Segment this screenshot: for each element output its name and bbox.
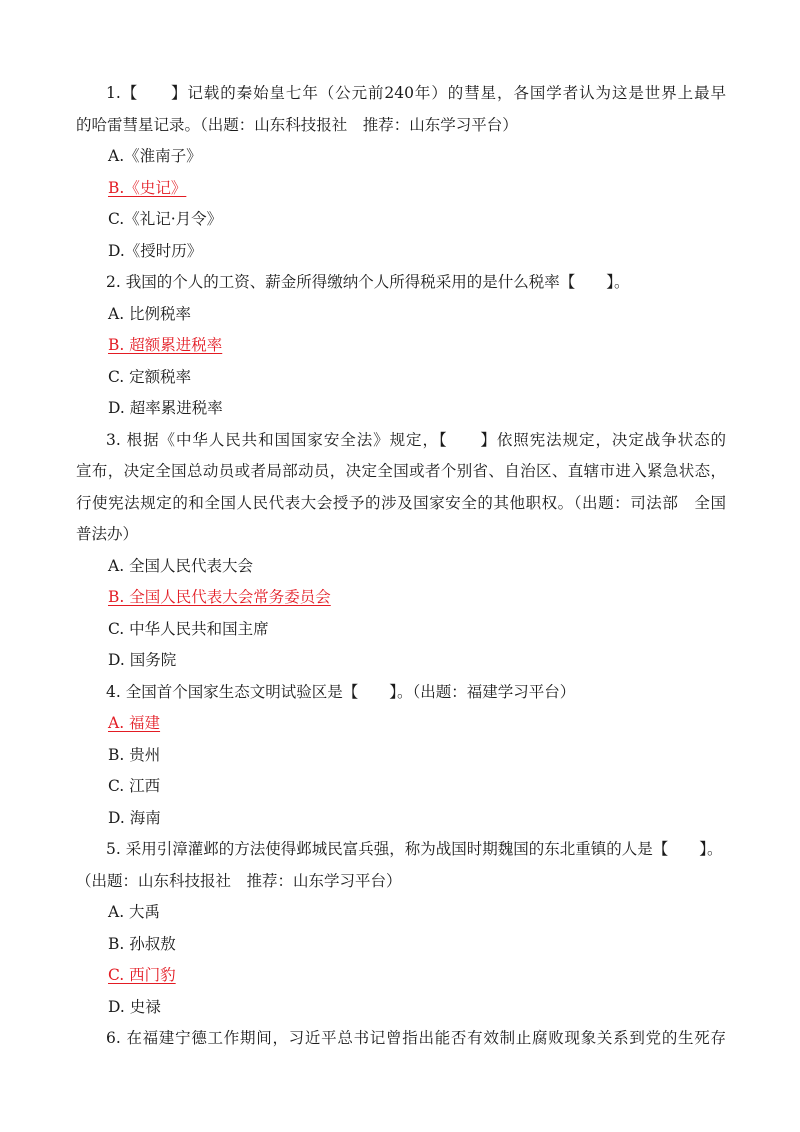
line-text: A. 比例税率 bbox=[108, 304, 192, 323]
correct-answer-option bbox=[76, 708, 726, 740]
line-text: 宣布，决定全国总动员或者局部动员，决定全国或者个别省、自治区、直辖市进入紧急状态， bbox=[76, 462, 726, 480]
line-text: B. 全国人民代表大会常务委员会 bbox=[108, 588, 331, 606]
answer-option bbox=[76, 393, 726, 425]
answer-option bbox=[76, 929, 726, 961]
line-text: C. 江西 bbox=[108, 777, 161, 795]
question-line bbox=[76, 267, 726, 299]
line-text: D. 海南 bbox=[108, 808, 161, 827]
question-continuation bbox=[76, 110, 726, 142]
question-line bbox=[76, 78, 726, 110]
line-text: 4. 全国首个国家生态文明试验区是【 】。（出题：福建学习平台） bbox=[106, 682, 576, 701]
line-text: C. 西门豹 bbox=[108, 966, 176, 984]
answer-option bbox=[76, 614, 726, 646]
correct-answer-option bbox=[76, 330, 726, 362]
correct-answer-option bbox=[76, 582, 726, 614]
line-text: C. 定额税率 bbox=[108, 367, 192, 386]
line-text: 3. 根据《中华人民共和国国家安全法》规定，【 】依照宪法规定，决定战争状态的 bbox=[106, 430, 726, 449]
line-text: （出题：山东科技报社 推荐：山东学习平台） bbox=[76, 871, 402, 890]
quiz-content bbox=[76, 78, 726, 1055]
line-text: 6. 在福建宁德工作期间，习近平总书记曾指出能否有效制止腐败现象关系到党的生死存 bbox=[106, 1029, 726, 1047]
line-text: D. 超率累进税率 bbox=[108, 399, 223, 417]
line-text: A. 全国人民代表大会 bbox=[108, 556, 254, 575]
question-line bbox=[76, 677, 726, 709]
line-text: A. 大禹 bbox=[108, 903, 161, 921]
line-text: 行使宪法规定的和全国人民代表大会授予的涉及国家安全的其他职权。（出题：司法部 全国 bbox=[76, 493, 726, 512]
line-text: D. 史禄 bbox=[108, 997, 161, 1016]
question-line bbox=[76, 425, 726, 457]
answer-option bbox=[76, 992, 726, 1024]
answer-option bbox=[76, 236, 726, 268]
answer-option bbox=[76, 897, 726, 929]
question-continuation bbox=[76, 488, 726, 520]
line-text: 普法办） bbox=[76, 525, 139, 543]
line-text: A. 福建 bbox=[108, 714, 161, 732]
answer-option bbox=[76, 645, 726, 677]
line-text: C. 中华人民共和国主席 bbox=[108, 619, 269, 638]
answer-option bbox=[76, 204, 726, 236]
answer-option bbox=[76, 803, 726, 835]
answer-option bbox=[76, 740, 726, 772]
answer-option bbox=[76, 771, 726, 803]
answer-option bbox=[76, 362, 726, 394]
line-text: B.《史记》 bbox=[108, 178, 187, 197]
correct-answer-option bbox=[76, 173, 726, 205]
line-text: D.《授时历》 bbox=[108, 241, 203, 260]
answer-option bbox=[76, 299, 726, 331]
line-text: B. 超额累进税率 bbox=[108, 336, 223, 354]
question-continuation bbox=[76, 456, 726, 488]
answer-option bbox=[76, 551, 726, 583]
line-text: 的哈雷彗星记录。（出题：山东科技报社 推荐：山东学习平台） bbox=[76, 115, 518, 134]
line-text: A.《淮南子》 bbox=[108, 147, 202, 165]
question-line bbox=[76, 1023, 726, 1055]
line-text: 1.【 】记载的秦始皇七年（公元前240年）的彗星，各国学者认为这是世界上最早 bbox=[106, 84, 726, 102]
line-text: C.《礼记·月令》 bbox=[108, 210, 223, 228]
line-text: 5. 采用引漳灌邺的方法使得邺城民富兵强，称为战国时期魏国的东北重镇的人是【 】。 bbox=[106, 840, 723, 858]
question-continuation bbox=[76, 866, 726, 898]
correct-answer-option bbox=[76, 960, 726, 992]
question-line bbox=[76, 834, 726, 866]
answer-option bbox=[76, 141, 726, 173]
line-text: 2. 我国的个人的工资、薪金所得缴纳个人所得税采用的是什么税率【 】。 bbox=[106, 273, 630, 291]
line-text: B. 孙叔敖 bbox=[108, 934, 176, 953]
question-continuation bbox=[76, 519, 726, 551]
line-text: D. 国务院 bbox=[108, 651, 177, 669]
line-text: B. 贵州 bbox=[108, 745, 161, 764]
